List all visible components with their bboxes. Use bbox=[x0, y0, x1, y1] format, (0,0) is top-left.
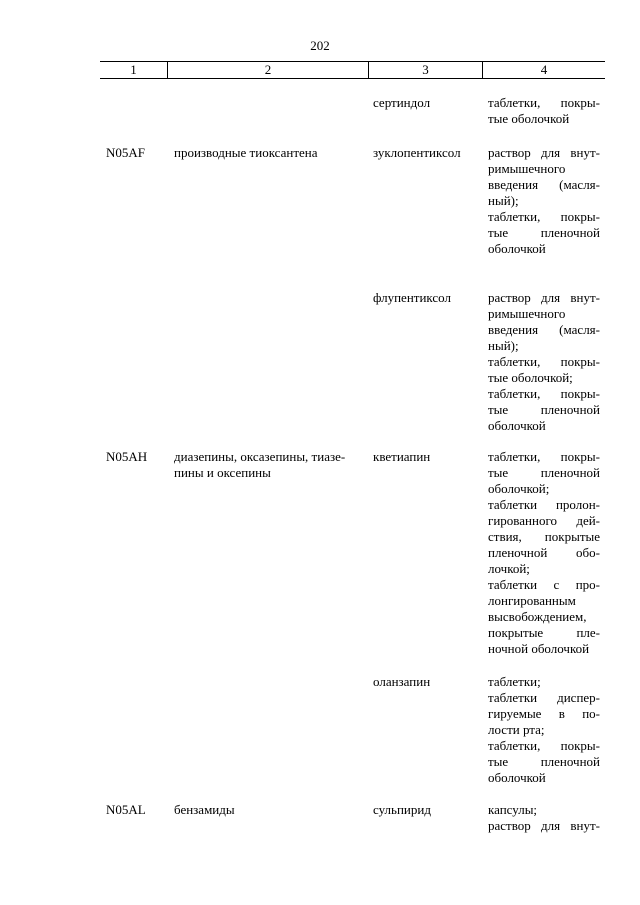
form-line: таблетки, покры- bbox=[488, 386, 600, 401]
form-line: таблетки, покры- bbox=[488, 209, 600, 224]
form-line: таблетки; bbox=[488, 674, 541, 689]
drug-name: кветиапин bbox=[373, 449, 431, 464]
form-line: тые оболочкой; bbox=[488, 370, 573, 385]
form-line: ный); bbox=[488, 338, 519, 353]
form-line: таблетки, покры- bbox=[488, 449, 600, 464]
dosage-forms bbox=[488, 802, 600, 834]
header-col-4: 4 bbox=[540, 62, 548, 77]
drug-name: сульпирид bbox=[373, 802, 431, 817]
header-col-3: 3 bbox=[422, 62, 429, 77]
form-line: таблетки пролон- bbox=[488, 497, 600, 512]
table-header bbox=[100, 61, 605, 79]
form-line: покрытые пле- bbox=[488, 625, 600, 640]
form-line: раствор для внут- bbox=[488, 290, 600, 305]
form-line: лочкой; bbox=[488, 561, 530, 576]
form-line: римышечного bbox=[488, 306, 566, 321]
atc-code: N05AL bbox=[106, 802, 146, 817]
form-line: раствор для внут- bbox=[488, 818, 600, 833]
dosage-forms bbox=[488, 145, 600, 257]
drug-name: сертиндол bbox=[373, 95, 431, 110]
drug-name: зуклопентиксол bbox=[373, 145, 461, 160]
group-name: производные тиоксантена bbox=[174, 145, 318, 160]
form-line: оболочкой; bbox=[488, 481, 550, 496]
form-line: оболочкой bbox=[488, 770, 546, 785]
form-line: гированного дей- bbox=[488, 513, 600, 528]
form-line: тые пленочной bbox=[488, 402, 600, 417]
drug-name: флупентиксол bbox=[373, 290, 451, 305]
form-line: пленочной обо- bbox=[488, 545, 600, 560]
form-line: таблетки, покры- bbox=[488, 95, 600, 110]
form-line: тые пленочной bbox=[488, 465, 600, 480]
form-line: таблетки, покры- bbox=[488, 354, 600, 369]
form-line: высвобождением, bbox=[488, 609, 587, 624]
group-line: пины и оксепины bbox=[174, 465, 271, 480]
atc-code: N05AH bbox=[106, 449, 148, 464]
form-line: капсулы; bbox=[488, 802, 538, 817]
form-line: таблетки диспер- bbox=[488, 690, 600, 705]
form-line: римышечного bbox=[488, 161, 566, 176]
form-line: тые оболочкой bbox=[488, 111, 570, 126]
form-line: раствор для внут- bbox=[488, 145, 600, 160]
group-name bbox=[174, 449, 364, 481]
form-line: гируемые в по- bbox=[488, 706, 600, 721]
form-line: ный); bbox=[488, 193, 519, 208]
form-line: тые пленочной bbox=[488, 225, 600, 240]
group-line: диазепины, оксазепины, тиазе- bbox=[174, 449, 346, 464]
form-line: введения (масля- bbox=[488, 177, 600, 192]
header-col-1: 1 bbox=[130, 62, 137, 77]
form-line: таблетки с про- bbox=[488, 577, 600, 592]
form-line: введения (масля- bbox=[488, 322, 600, 337]
drug-name: оланзапин bbox=[373, 674, 431, 689]
form-line: ствия, покрытые bbox=[488, 529, 600, 544]
dosage-forms bbox=[488, 674, 600, 786]
form-line: лости рта; bbox=[488, 722, 545, 737]
header-col-2: 2 bbox=[264, 62, 272, 77]
form-line: таблетки, покры- bbox=[488, 738, 600, 753]
form-line: ночной оболочкой bbox=[488, 641, 590, 656]
dosage-forms bbox=[488, 290, 600, 434]
atc-code: N05AF bbox=[106, 145, 146, 160]
group-name: бензамиды bbox=[174, 802, 235, 817]
dosage-forms bbox=[488, 95, 600, 127]
dosage-forms bbox=[488, 449, 600, 657]
page-number: 202 bbox=[310, 38, 330, 53]
form-line: оболочкой bbox=[488, 241, 546, 256]
form-line: лонгированным bbox=[488, 593, 576, 608]
form-line: тые пленочной bbox=[488, 754, 600, 769]
form-line: оболочкой bbox=[488, 418, 546, 433]
